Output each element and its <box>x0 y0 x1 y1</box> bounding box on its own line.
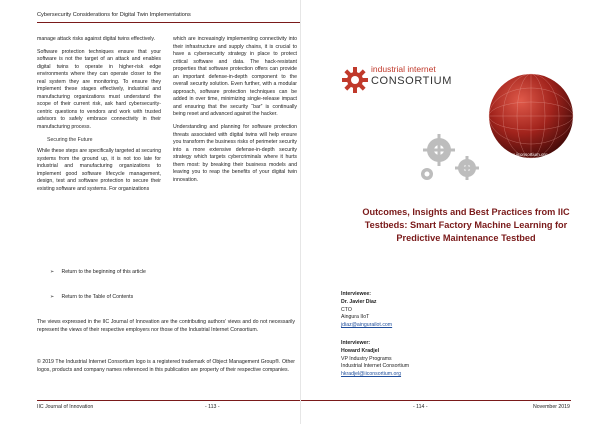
logo-text-small: industrial internet <box>371 64 436 74</box>
right-page <box>300 0 600 424</box>
footer-journal-name: IIC Journal of Innovation <box>37 404 94 410</box>
article-column-right <box>173 36 297 189</box>
logo-text-consortium: CONSORTIUM <box>371 75 452 87</box>
website-url: www.iiconsortium.org <box>505 152 548 157</box>
gear-icon <box>341 66 369 94</box>
person-name: Dr. Javier Diaz <box>341 298 377 305</box>
paragraph: manage attack risks against digital twins effectively. <box>37 36 156 42</box>
person-organization: Industrial Internet Consortium <box>341 363 410 370</box>
arrow-icon: ➢ <box>50 269 55 275</box>
footer-rule <box>37 400 300 401</box>
role-label: Interviewer: <box>341 340 371 346</box>
email-link[interactable]: jdiaz@aingurailot.com <box>341 322 393 329</box>
iic-logo <box>341 58 451 102</box>
paragraph: which are increasingly implementing connectivity into their infrastructure and supply chains, it is crucial to have a cybersecurity strategy in place to protect critical software and data. The hack-resistant properties that software protection offers can provide an important defense-in-depth component to the overall security solution. Even further, with a modular approach, software protection techniques can be added in over time, minimizing single-release impact and ensuring that the security “bar” is continually being reset and advanced against the hacker. <box>173 36 297 118</box>
gears-graphic <box>409 128 489 188</box>
paragraph: Software protection techniques ensure that your software is not the target of an attack and enables digital twins to operate in higher-risk edge environments where they can operate closer to the real system they are monitoring. To ensure they implement these stages effectively, industrial and manufacturing organizations must understand the scope of their current risk, ask hard cybersecurity-centric questions to vendors and work with trusted advisors to safely embrace connectivity in their manufacturing process. <box>37 48 161 131</box>
paragraph: Understanding and planning for software protection threats associated with digital twins will help ensure you transform the business risks of perimeter security into a more extensive defense-in-depth security strategy which targets cybercriminals where it hurts them most: by breaking their business models and leaving you to reap the benefits of your digital twin innovation. <box>173 124 297 183</box>
header-rule <box>37 22 300 23</box>
views-disclaimer: The views expressed in the IIC Journal of Innovation are the contributing authors’ views and do not necessarily represent the views of their respective employers nor those of the Industrial Internet Consortium. <box>37 319 295 333</box>
interviewer-block <box>341 340 409 379</box>
link-label[interactable]: Return to the beginning of this article <box>61 269 146 275</box>
page-number: - 114 - <box>413 404 428 410</box>
copyright-notice: © 2019 The Industrial Internet Consortium logo is a registered trademark of Object Management Group®. Other logos, products and company names referenced in this publication are property of their respective companies. <box>37 359 295 373</box>
person-role: VP Industry Programs <box>341 355 392 362</box>
email-link[interactable]: hkradjel@iiconsortium.org <box>341 371 402 378</box>
article-column-left <box>37 36 161 198</box>
arrow-icon: ➢ <box>50 294 55 300</box>
article-title: Outcomes, Insights and Best Practices from IIC Testbeds: Smart Factory Machine Learning for Predictive Maintenance Testbed <box>362 207 570 243</box>
globe-graphic <box>483 72 575 160</box>
return-to-article-link[interactable] <box>50 269 146 275</box>
interviewee-block <box>341 291 392 330</box>
section-subheading: Securing the Future <box>47 136 93 143</box>
footer-rule <box>301 400 571 401</box>
person-organization: Aingura IIoT <box>341 314 370 321</box>
footer-date: November 2019 <box>533 404 570 410</box>
page-number: - 113 - <box>205 404 220 410</box>
return-to-toc-link[interactable] <box>50 294 133 300</box>
running-head: Cybersecurity Considerations for Digital Twin Implementations <box>37 12 191 18</box>
link-label[interactable]: Return to the Table of Contents <box>61 294 134 300</box>
person-role: CTO <box>341 306 352 313</box>
role-label: Interviewee: <box>341 291 371 297</box>
paragraph: While these steps are specifically targeted at securing systems from the ground up, it is not too late for industrial and manufacturing organizations to implement good software lifecycle management, design, test and software protection to secure their existing software and systems. For organizations <box>37 148 161 192</box>
person-name: Howard Kradjel <box>341 347 380 354</box>
